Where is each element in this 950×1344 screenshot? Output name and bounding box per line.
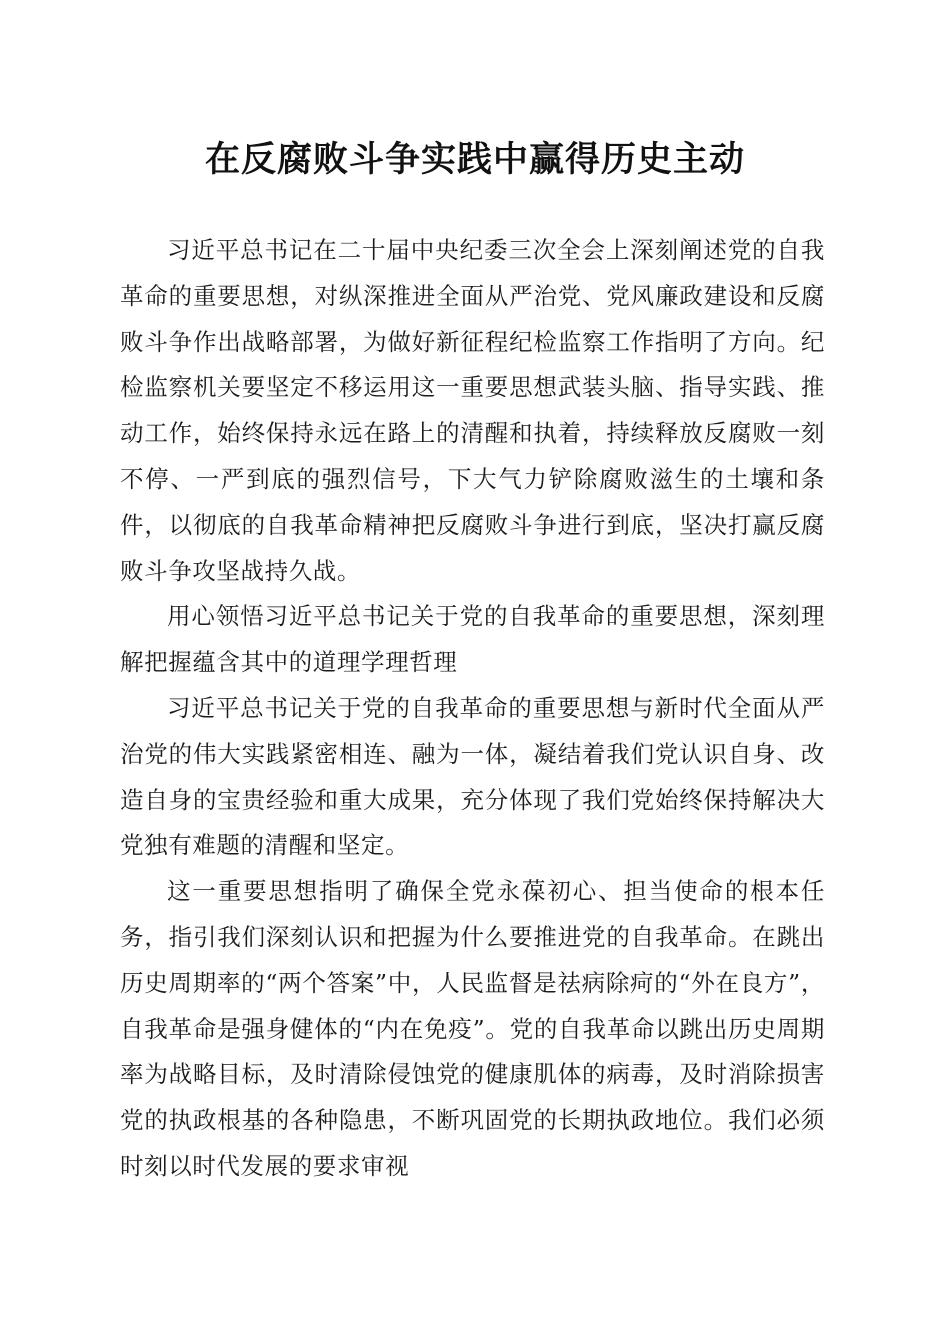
paragraph-section-heading: 用心领悟习近平总书记关于党的自我革命的重要思想，深刻理解把握蕴含其中的道理学理哲理 bbox=[120, 602, 825, 677]
paragraph-thought-summary: 习近平总书记关于党的自我革命的重要思想与新时代全面从严治党的伟大实践紧密相连、融为一体，凝结着我们党认识自身、改造自身的宝贵经验和重大成果，充分体现了我们党始终保持解决大党独有难题的清醒和坚定。 bbox=[120, 693, 825, 860]
paragraph-fundamental-task: 这一重要思想指明了确保全党永葆初心、担当使命的根本任务，指引我们深刻认识和把握为什么要推进党的自我革命。在跳出历史周期率的“两个答案”中，人民监督是祛病除疴的“外在良方”，自我革命是强身健体的“内在免疫”。党的自我革命以跳出历史周期率为战略目标，及时清除侵蚀党的健康肌体的病毒，及时消除损害党的执政根基的各种隐患，不断巩固党的长期执政地位。我们必须时刻以时代发展的要求审视 bbox=[120, 877, 825, 1180]
paragraph-intro: 习近平总书记在二十届中央纪委三次全会上深刻阐述党的自我革命的重要思想，对纵深推进全面从严治党、党风廉政建设和反腐败斗争作出战略部署，为做好新征程纪检监察工作指明了方向。纪检监察机关要坚定不移运用这一重要思想武装头脑、指导实践、推动工作，始终保持永远在路上的清醒和执着，持续释放反腐败一刻不停、一严到底的强烈信号，下大气力铲除腐败滋生的土壤和条件，以彻底的自我革命精神把反腐败斗争进行到底，坚决打赢反腐败斗争攻坚战持久战。 bbox=[120, 236, 825, 585]
document-body bbox=[120, 228, 825, 1190]
document-title: 在反腐败斗争实践中赢得历史主动 bbox=[204, 139, 745, 180]
